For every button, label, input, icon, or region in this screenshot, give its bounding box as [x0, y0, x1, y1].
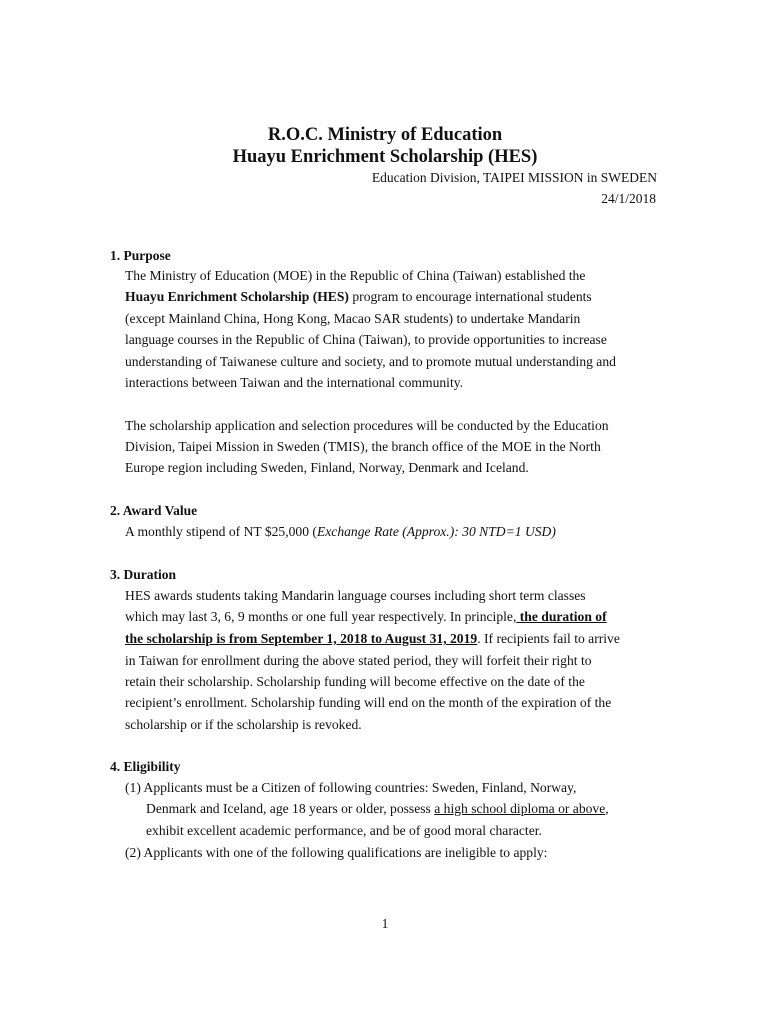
duration-line: the scholarship is from September 1, 2018 to August 31, 2019. If recipients fail to arrive: [125, 631, 620, 646]
purpose-line: Huayu Enrichment Scholarship (HES) program to encourage international students: [125, 289, 592, 304]
duration-line: which may last 3, 6, 9 months or one full year respectively. In principle, the duration of: [125, 609, 607, 624]
title-scholarship: Huayu Enrichment Scholarship (HES): [232, 147, 538, 167]
duration-line: retain their scholarship. Scholarship funding will become effective on the date of the: [125, 674, 585, 689]
procedure-line: Division, Taipei Mission in Sweden (TMIS), the branch office of the MOE in the North: [125, 439, 601, 454]
scholarship-name-bold: Huayu Enrichment Scholarship (HES): [125, 289, 349, 304]
award-line: A monthly stipend of NT $25,000 (Exchange Rate (Approx.): 30 NTD=1 USD): [125, 524, 556, 539]
eligibility-item: (1) Applicants must be a Citizen of following countries: Sweden, Finland, Norway,: [125, 780, 577, 795]
issuer-line: Education Division, TAIPEI MISSION in SWEDEN: [371, 170, 657, 185]
procedure-line: Europe region including Sweden, Finland, Norway, Denmark and Iceland.: [125, 460, 529, 475]
heading-purpose: 1. Purpose: [110, 248, 171, 263]
eligibility-item: (2) Applicants with one of the following qualifications are ineligible to apply:: [125, 845, 548, 860]
purpose-line: language courses in the Republic of China (Taiwan), to provide opportunities to increase: [125, 332, 607, 347]
diploma-requirement: a high school diploma or above: [434, 801, 606, 816]
purpose-line: understanding of Taiwanese culture and society, and to promote mutual understanding and: [125, 354, 616, 369]
procedure-line: The scholarship application and selection procedures will be conducted by the Education: [125, 418, 609, 433]
duration-dates: the scholarship is from September 1, 2018 to August 31, 2019: [125, 631, 478, 646]
purpose-line: (except Mainland China, Hong Kong, Macao SAR students) to undertake Mandarin: [125, 311, 581, 326]
duration-line: in Taiwan for enrollment during the above stated period, they will forfeit their right to: [125, 653, 592, 668]
eligibility-item: Denmark and Iceland, age 18 years or older, possess a high school diploma or above,: [146, 801, 609, 816]
heading-award-value: 2. Award Value: [110, 503, 198, 518]
duration-emphasis: the duration of: [516, 609, 607, 624]
duration-line: HES awards students taking Mandarin language courses including short term classes: [125, 588, 586, 603]
title-ministry: R.O.C. Ministry of Education: [267, 125, 503, 145]
eligibility-item: exhibit excellent academic performance, and be of good moral character.: [146, 823, 542, 838]
purpose-line: The Ministry of Education (MOE) in the Republic of China (Taiwan) established the: [125, 268, 586, 283]
purpose-line: interactions between Taiwan and the international community.: [125, 375, 464, 390]
exchange-rate-note: Exchange Rate (Approx.): 30 NTD=1 USD): [316, 524, 556, 539]
document-date: 24/1/2018: [601, 191, 656, 206]
heading-duration: 3. Duration: [110, 567, 177, 582]
heading-eligibility: 4. Eligibility: [110, 759, 181, 774]
duration-line: recipient’s enrollment. Scholarship funding will end on the month of the expiration of the: [125, 695, 612, 710]
page-number: 1: [381, 916, 389, 931]
duration-line: scholarship or if the scholarship is revoked.: [125, 717, 362, 732]
